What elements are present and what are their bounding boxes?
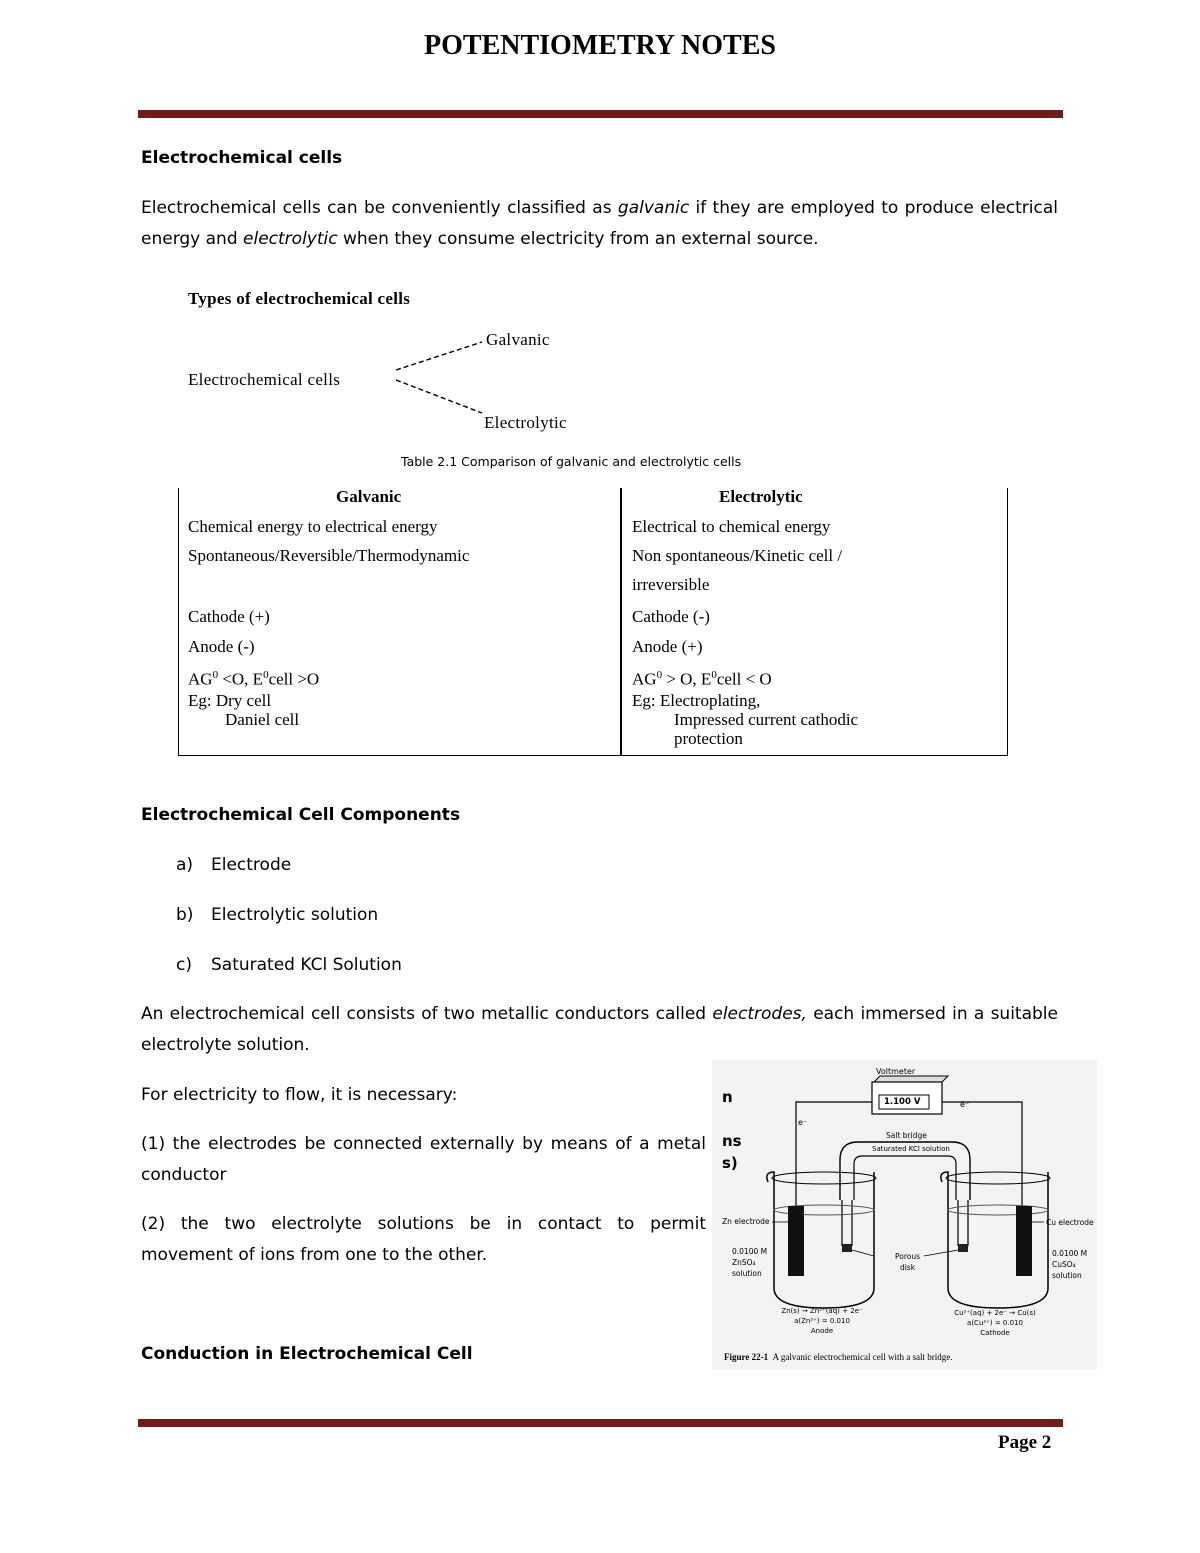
pointer-porous-left [852,1250,874,1256]
zn-electrode [788,1206,804,1276]
porous-disk-right [958,1244,968,1252]
term-electrodes: electrodes, [712,1004,807,1024]
label-anode-reaction: Zn(s) → Zn²⁺(aq) + 2e⁻ a(Zn²⁺) = 0.010 Anode [781,1307,863,1335]
flow-intro: For electricity to flow, it is necessary: [141,1085,458,1105]
types-figure-branch-galvanic: Galvanic [486,330,550,349]
term-galvanic: galvanic [617,198,690,218]
galvanic-row-thermo: $AG^0 <O$, $E^0cell >O$ [188,669,320,689]
label-cathode-reaction: Cu²⁺(aq) + 2e⁻ → Cu(s) a(Cu²⁺) = 0.010 Cathode [954,1309,1036,1337]
section-heading-components: Electrochemical Cell Components [141,805,461,825]
electrolytic-example-1: Eg: Electroplating, [632,691,761,710]
electrolytic-row-nature [632,541,842,599]
galvanic-row-cathode: Cathode (+) [188,607,270,626]
intro-text-2: if they are employed to produce electrical energy and [141,198,1058,249]
branch-line-galvanic [396,342,482,370]
galvanic-example-2: Daniel cell [225,710,300,729]
section-heading-conduction: Conduction in Electrochemical Cell [141,1344,473,1364]
list-item-letter-c: c) [176,955,192,975]
electrolytic-row-anode: Anode (+) [632,637,703,656]
cropped-text-fragment-3: s) [722,1154,738,1172]
label-kcl: Saturated KCl solution [872,1145,950,1153]
galvanic-row-example [188,691,299,729]
beaker-left-rim [772,1172,876,1184]
label-porous-disk: Porous disk [895,1252,921,1272]
pointer-porous-right [924,1250,958,1256]
list-item-letter-b: b) [176,905,194,925]
electrolytic-example-2: Impressed current cathodic [674,710,859,729]
electrolytic-nature-line-1: Non spontaneous/Kinetic cell / [632,546,843,565]
cropped-text-fragment-2: ns [722,1132,742,1150]
label-zn-solution: 0.0100 M ZnSO₄ solution [732,1247,768,1278]
branch-line-electrolytic [396,380,482,413]
beaker-right-solution [948,1205,1048,1215]
list-item-kcl-solution: Saturated KCl Solution [211,955,402,975]
electrolytic-example-3: protection [674,729,743,748]
electrolytic-nature-line-2: irreversible [632,575,710,594]
galvanic-example-1: Eg: Dry cell [188,691,272,710]
section-heading-electrochemical-cells: Electrochemical cells [141,148,343,168]
table-caption: Table 2.1 Comparison of galvanic and electrolytic cells [401,454,742,469]
footer-rule [138,1419,1063,1427]
beaker-left [767,1172,874,1308]
porous-disk-left [842,1244,852,1252]
table-column-divider [620,488,622,756]
types-figure-branch-lines [390,330,500,430]
electrolytic-row-thermo: $AG^0 > O$, $E^0cell < O$ [632,669,772,689]
beaker-right-rim [946,1172,1050,1184]
table-header-galvanic: Galvanic [336,487,402,506]
intro-text-3: when they consume electricity from an external source. [337,229,819,249]
cu-electrode [1016,1206,1032,1276]
header-rule [138,110,1063,118]
label-voltage-reading: 1.100 V [884,1097,921,1107]
label-electron-right: e⁻ [960,1100,970,1109]
electrolytic-row-example [632,691,858,748]
intro-paragraph [141,193,1058,255]
label-zn-electrode: Zn electrode [722,1217,770,1226]
figure-caption-text: A galvanic electrochemical cell with a salt bridge. [772,1352,953,1362]
figure-caption [724,1352,953,1362]
list-item-electrolytic-solution: Electrolytic solution [211,905,379,925]
term-electrolytic: electrolytic [243,229,338,249]
list-item-electrode: Electrode [211,855,292,875]
label-electron-left: e⁻ [798,1118,808,1127]
label-cu-electrode: Cu electrode [1046,1218,1094,1227]
components-text-1: An electrochemical cell consists of two metallic conductors called [141,1004,713,1024]
galvanic-row-nature: Spontaneous/Reversible/Thermodynamic [188,546,470,565]
electrolytic-row-energy: Electrical to chemical energy [632,517,831,536]
table-header-electrolytic: Electrolytic [719,487,803,506]
cropped-text-fragment-1: n [722,1088,733,1106]
figure-caption-number: Figure 22-1 [724,1352,769,1362]
label-cu-solution: 0.0100 M CuSO₄ solution [1052,1249,1088,1280]
condition-1: (1) the electrodes be connected externally by means of a metal conductor [141,1134,706,1185]
page-title: POTENTIOMETRY NOTES [424,30,776,61]
components-paragraph [141,999,1058,1061]
page-number: Page 2 [998,1432,1052,1453]
types-figure-title: Types of electrochemical cells [188,289,411,308]
wire-right [942,1102,1022,1208]
galvanic-row-energy: Chemical energy to electrical energy [188,517,438,536]
intro-text-1: Electrochemical cells can be conveniently classified as [141,198,618,218]
label-salt-bridge: Salt bridge [886,1131,927,1140]
components-text-2: each immersed in a suitable electrolyte solution. [141,1004,1058,1055]
types-figure-root: Electrochemical cells [188,370,341,389]
electrolytic-row-cathode: Cathode (-) [632,607,710,626]
wire-left [796,1102,872,1208]
types-figure-branch-electrolytic: Electrolytic [484,413,567,432]
voltmeter-box [874,1076,948,1082]
galvanic-row-anode: Anode (-) [188,637,255,656]
list-item-letter-a: a) [176,855,194,875]
label-voltmeter: Voltmeter [876,1067,916,1076]
condition-2: (2) the two electrolyte solutions be in contact to permit movement of ions from one to the other. [141,1214,706,1265]
